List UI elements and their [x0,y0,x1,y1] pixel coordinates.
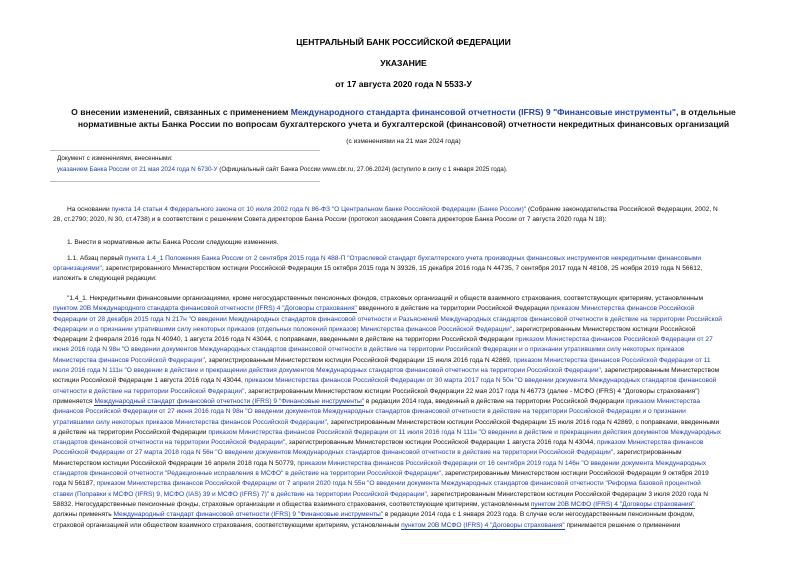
quote-text: принимается решение о применении [564,521,681,529]
quote-line [53,521,757,531]
point-1-1-line-1 [67,254,701,264]
quote-line [53,335,757,345]
order-98n-link-cont[interactable]: июня 2016 года N 98н "О введении документов Международных стандартов финансовой отчетности в действие на территории Российской Федерации и о признании утратившими силу некоторых приказов [53,346,685,354]
ifrs4-link-2[interactable]: пунктом 20В МСФО (IFRS) 4 "Договоры страхования" [530,500,695,508]
changes-rest: (Официальный сайт Банка России www.cbr.ru, 27.06.2024) (вступило в силу с 1 января 2025 года). [217,166,508,173]
divider-top [50,150,320,151]
subject-text-post: , в отдельные [675,107,736,117]
quote-line [53,325,757,335]
quote-text: в редакции 2014 года с 1 января 2023 года. В случае если негосударственным пенсионным фондом, [383,511,695,519]
order-98n-link-2[interactable]: приказом Министерства [626,397,701,405]
ifrs4-link-3[interactable]: пунктом 20В МСФО (IFRS) 4 "Договоры страхования" [401,521,565,529]
quote-line [53,469,757,479]
quote-text: , зарегистрированным Министерством [600,367,720,375]
order-98n-link-end[interactable]: Министерства финансов Российской Федерации" [53,356,205,364]
doc-type: УКАЗАНИЕ [380,58,427,68]
order-217n-link-cont[interactable]: Федерации от 28 декабря 2015 года N 217н "О введении Международных стандартов финансовой отчетности и Разъяснений Международных стандартов финансовой отчетности в действие на территории Российской [53,315,722,323]
quote-text: , зарегистрированным Министерством юстиции Российской Федерации 15 июля 2016 года N 42869, [204,356,514,364]
bank-name: ЦЕНТРАЛЬНЫЙ БАНК РОССИЙСКОЙ ФЕДЕРАЦИИ [296,37,511,47]
order-111n-link-cont[interactable]: июля 2016 года N 111н "О введении в действие и прекращении действия документов Международных стандартов финансовой отчетности на территории Российской Федерации" [53,367,601,375]
quote-line [53,490,757,500]
quote-text: 58832. Негосударственные пенсионные фонды, страховые организации и общества взаимного страхования, соответствующие критериям, установленным [53,500,531,508]
subject-line-2: нормативные акты Банка России по вопросам бухгалтерского учета и бухгалтерской (финансовой) отчетности некредитных финансовых организаций [77,119,730,129]
quote-line [53,407,757,417]
quote-text: введенного в действие на территории Российской Федерации [356,305,551,313]
quote-text: , зарегистрированным Министерством юстиции Российской [512,325,696,333]
quote-line [53,448,757,458]
point-1-1-line-2 [53,264,702,274]
quote-line [53,479,757,489]
order-111n-link-2[interactable]: приказом Министерства финансов Российской Федерации от 11 июля 2016 года N 111н "О введении в действие и прекращении действия документов Международных [208,428,722,436]
doc-subject [40,106,767,130]
basis-text-2: (Собрание законодательства Российской Федерации, 2002, N [526,206,718,213]
point-1-1-line-3: изложить в следующей редакции: [53,275,157,282]
federal-law-link[interactable]: пункта 14 статьи 4 Федерального закона от 10 июля 2002 года N 86-ФЗ "О Центральном банке Российской Федерации (Банке России)" [111,206,527,213]
quote-text: юстиции Российской Федерации 1 августа 2016 года N 43044, [53,377,245,385]
order-55n-link-cont[interactable]: ставки (Поправки к МСФО (IFRS) 9, МСФО (IAS) 39 и МСФО (IFRS) 7)" в действие на территории Российской Федерации" [53,490,427,498]
quote-line [53,459,757,469]
changes-label: Документ с изменениями, внесенными: [57,155,173,162]
ifrs9-link[interactable]: Международный стандарт финансовой отчетности (IFRS) 9 "Финансовые инструменты" [94,397,365,405]
quoted-text-block [53,294,757,531]
order-98n-link-2-cont[interactable]: финансов Российской Федерации от 27 июня 2016 года N 98н "О введении документов Международных стандартов финансовой отчетности в действие на территории Российской Федерации и о признании [53,408,686,416]
point-1-1-rest: , зарегистрированного Министерством юстиции Российской Федерации 15 октября 2015 года N 39326, 15 декабря 2016 года N 44735, 7 сентября 2017 года N 48108, 25 ноября 2019 года N 56612, [101,265,703,272]
order-111n-link-2-cont[interactable]: стандартов финансовой отчетности на территории Российской Федерации" [53,439,286,447]
quote-text: Министерством юстиции Российской Федерации 16 апреля 2018 года N 50779, [53,459,298,467]
order-98n-link[interactable]: приказом Министерства финансов Российской Федерации от 27 [515,336,713,344]
quote-text: применяется [53,397,95,405]
divider-bottom [50,181,320,182]
quote-text: , зарегистрированным Министерством юстиции Российской Федерации 22 мая 2017 года N 46773 (далее - МСФО (IFRS) 4 "Договоры страхования") [244,387,700,395]
quote-line [53,366,757,376]
quote-line [53,304,757,314]
order-50n-link-cont[interactable]: отчетности в действие на территории Российской Федерации" [53,387,245,395]
point-1-1-pre: 1.1. Абзац первый [67,255,125,262]
subject-ifrs9-link[interactable]: Международного стандарта финансовой отчетности (IFRS) 9 "Финансовые инструменты" [290,107,676,117]
quote-text: , зарегистрированным [613,449,682,457]
ifrs9-link-2[interactable]: Международный стандарт финансовой отчетности (IFRS) 9 "Финансовые инструменты" [113,511,384,519]
basis-line-2: 28, ст.2790; 2020, N 30, ст.4738) и в соответствии с решением Совета директоров Банка России (протокол заседания Совета директоров Банка России от 7 августа 2020 года N 18): [53,216,607,223]
quote-text: , зарегистрированным Министерством юстиции Российской Федерации 1 августа 2016 года N 43044, [285,439,597,447]
amended-note: (с изменениями на 21 мая 2024 года) [346,138,461,145]
subject-text-pre: О внесении изменений, связанных с применением [71,107,291,117]
order-217n-link-end[interactable]: Федерации и о признании утратившими силу некоторых приказов (отдельных положений приказов) Министерства финансов Российской Федерации" [53,325,513,333]
quote-line [53,387,757,397]
order-56n-link[interactable]: приказом Министерства финансов [596,439,704,447]
quote-text: , зарегистрированным Министерством юстиции Российской Федерации 9 октября 2019 [441,470,709,478]
order-111n-link[interactable]: приказом Министерства финансов Российской Федерации от 11 [513,356,711,364]
quote-line [53,500,757,510]
doc-date-number: от 17 августа 2020 года N 5533-У [335,79,472,89]
ifrs4-link[interactable]: пунктом 20В Международного стандарта финансовой отчетности (IFRS) 4 "Договоры страхования" [53,305,357,313]
regulation-488p-link[interactable]: пункта 1.4_1 Положения Банка России от 2 сентября 2015 года N 488-П "Отраслевой стандарт бухгалтерского учета производных финансовых инструментов некредитными финансовыми [124,255,702,262]
quote-line [53,428,757,438]
quote-line [53,356,757,366]
quote-line [53,315,757,325]
point-1: 1. Внести в нормативные акты Банка России следующие изменения. [67,239,279,246]
basis-line-1 [67,205,757,215]
quote-text: в действие на территории Российской Федерации [53,428,209,436]
quote-text: страховой организацией или обществом взаимного страхования, соответствующими критериям, установленным [53,521,402,529]
quote-text: , зарегистрированным Министерством юстиции Российской Федерации 15 июля 2016 года N 42869, с поправками, введенными [326,418,720,426]
quote-text: "1.4_1. Некредитными финансовыми организациями, кроме негосударственных пенсионных фондов, страховых организаций и обществ взаимного страхования, соответствующих критериям, установленным [67,295,704,302]
quote-text: Федерации 2 февраля 2016 года N 40940, 1 августа 2016 года N 43044, с поправками, введенными в действие на территории Российской Федерации [53,336,516,344]
quote-line [53,438,757,448]
quote-line [53,294,757,304]
quote-line [53,397,757,407]
quote-line [53,418,757,428]
changes-line [57,166,508,173]
quote-text: года N 56187, [53,480,97,488]
basis-text-1: На основании [67,206,112,213]
quote-line [53,510,757,520]
changes-link[interactable]: указанием Банка России от 21 мая 2024 года N 6730-У [57,166,218,173]
quote-text: , зарегистрированным Министерством юстиции Российской Федерации 3 июля 2020 года N [426,490,709,498]
quote-line [53,345,757,355]
order-98n-link-2-end[interactable]: утратившими силу некоторых приказов Министерства финансов Российской Федерации" [53,418,327,426]
regulation-488p-link-cont[interactable]: организациями" [53,265,102,272]
order-217n-link[interactable]: приказом Министерства финансов Российской [550,305,695,313]
quote-line [53,376,757,386]
quote-text: должны применять [53,511,114,519]
order-146n-link-cont[interactable]: стандартов финансовой отчетности "Редакционные исправления в МСФО" в действие на территории Российской Федерации" [53,470,442,478]
quote-text: в редакции 2014 года, введенный в действие на территории Российской Федерации [364,397,627,405]
order-56n-link-cont[interactable]: Российской Федерации от 27 марта 2018 года N 56н "О введении документов Международных стандартов финансовой отчетности в действие на территории Российской Федерации" [53,449,614,457]
order-50n-link[interactable]: приказом Министерства финансов Российской Федерации от 30 марта 2017 года N 50н "О введении документа Международных стандартов финансовой [244,377,717,385]
order-146n-link[interactable]: приказом Министерства финансов Российской Федерации от 16 сентября 2019 года N 146н "О введении документа Международных [297,459,707,467]
order-55n-link[interactable]: приказом Министерства финансов Российской Федерации от 7 апреля 2020 года N 55н "О введении документа Международных стандартов финансовой отчетности "Реформа базовой процентной [96,480,701,488]
